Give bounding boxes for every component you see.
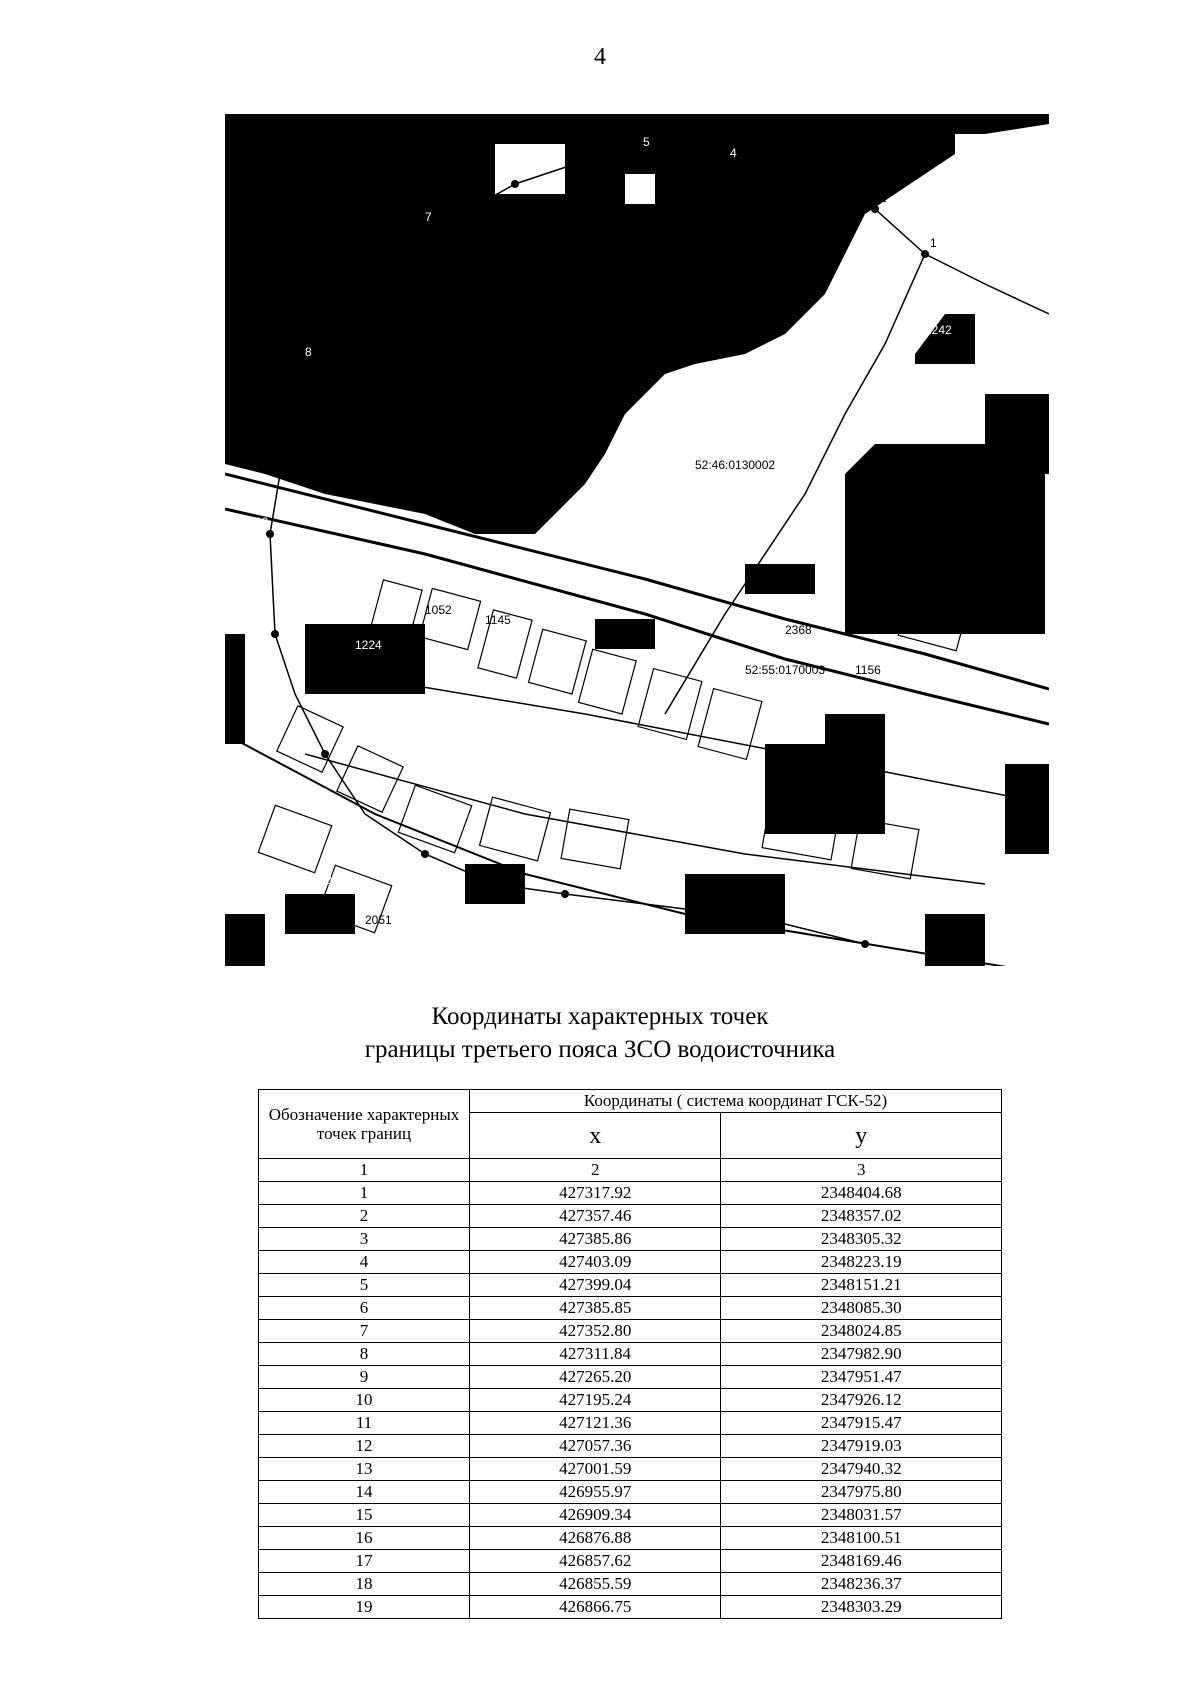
- point-number-cell: 12: [259, 1435, 470, 1458]
- svg-text:8: 8: [305, 345, 312, 359]
- y-coordinate-cell: 2347940.32: [721, 1458, 1002, 1481]
- table-row: [259, 1343, 1002, 1366]
- table-row: [259, 1274, 1002, 1297]
- coordinates-table: [258, 1089, 1002, 1619]
- y-coordinate-cell: 2348305.32: [721, 1228, 1002, 1251]
- coordinates-table-body: [259, 1182, 1002, 1619]
- point-number-cell: 5: [259, 1274, 470, 1297]
- point-number-cell: 4: [259, 1251, 470, 1274]
- table-row: [259, 1182, 1002, 1205]
- svg-text:1052: 1052: [425, 603, 452, 617]
- table-row: [259, 1504, 1002, 1527]
- y-coordinate-cell: 2347975.80: [721, 1481, 1002, 1504]
- table-row: [259, 1366, 1002, 1389]
- y-coordinate-cell: 2348303.29: [721, 1596, 1002, 1619]
- point-number-cell: 2: [259, 1205, 470, 1228]
- x-coordinate-cell: 427352.80: [470, 1320, 721, 1343]
- table-row: [259, 1596, 1002, 1619]
- x-coordinate-cell: 426955.97: [470, 1481, 721, 1504]
- svg-text:4: 4: [730, 146, 737, 160]
- svg-text:1224: 1224: [355, 638, 382, 652]
- x-coordinate-cell: 426866.75: [470, 1596, 721, 1619]
- table-row: [259, 1389, 1002, 1412]
- x-coordinate-cell: 427195.24: [470, 1389, 721, 1412]
- x-coordinate-cell: 426855.59: [470, 1573, 721, 1596]
- x-coordinate-cell: 427399.04: [470, 1274, 721, 1297]
- column-number: 3: [721, 1159, 1002, 1182]
- svg-text:1156: 1156: [855, 663, 881, 677]
- page-number: 4: [594, 44, 606, 70]
- svg-text:11: 11: [255, 616, 268, 630]
- table-row: [259, 1297, 1002, 1320]
- column-number: 1: [259, 1159, 470, 1182]
- table-row: [259, 1228, 1002, 1251]
- svg-text:52:55:0170003: 52:55:0170003: [745, 663, 826, 677]
- svg-text:52:46:0130002: 52:46:0130002: [695, 458, 776, 472]
- x-coordinate-cell: 427057.36: [470, 1435, 721, 1458]
- table-row: [259, 1320, 1002, 1343]
- x-coordinate-cell: 427121.36: [470, 1412, 721, 1435]
- svg-text:2363: 2363: [325, 873, 352, 887]
- x-coordinate-cell: 427311.84: [470, 1343, 721, 1366]
- y-coordinate-cell: 2348404.68: [721, 1182, 1002, 1205]
- point-number-cell: 7: [259, 1320, 470, 1343]
- svg-text:1030: 1030: [885, 423, 912, 437]
- y-coordinate-cell: 2347982.90: [721, 1343, 1002, 1366]
- x-coordinate-cell: 427403.09: [470, 1251, 721, 1274]
- y-coordinate-cell: 2348357.02: [721, 1205, 1002, 1228]
- y-coordinate-cell: 2348085.30: [721, 1297, 1002, 1320]
- cadastral-map-image: [225, 114, 1049, 966]
- point-number-cell: 17: [259, 1550, 470, 1573]
- point-number-cell: 18: [259, 1573, 470, 1596]
- point-number-cell: 16: [259, 1527, 470, 1550]
- header-y: y: [721, 1113, 1002, 1159]
- point-number-cell: 9: [259, 1366, 470, 1389]
- table-row: [259, 1550, 1002, 1573]
- svg-text:6: 6: [515, 165, 522, 179]
- svg-text:2: 2: [880, 191, 887, 205]
- table-row: [259, 1251, 1002, 1274]
- table-row: [259, 1527, 1002, 1550]
- y-coordinate-cell: 2348024.85: [721, 1320, 1002, 1343]
- y-coordinate-cell: 2348223.19: [721, 1251, 1002, 1274]
- table-title-line-2: границы третьего пояса ЗСО водоисточника: [364, 1036, 836, 1063]
- svg-text:5: 5: [643, 135, 650, 149]
- point-number-cell: 15: [259, 1504, 470, 1527]
- table-row: [259, 1573, 1002, 1596]
- svg-text:2051: 2051: [365, 913, 392, 927]
- svg-text:1242: 1242: [925, 323, 952, 337]
- header-designation: Обозначение характерных точек границ: [259, 1090, 470, 1159]
- point-number-cell: 1: [259, 1182, 470, 1205]
- table-row: [259, 1458, 1002, 1481]
- x-coordinate-cell: 426857.62: [470, 1550, 721, 1573]
- header-x: x: [470, 1113, 721, 1159]
- y-coordinate-cell: 2347919.03: [721, 1435, 1002, 1458]
- point-number-cell: 3: [259, 1228, 470, 1251]
- column-number: 2: [470, 1159, 721, 1182]
- x-coordinate-cell: 427001.59: [470, 1458, 721, 1481]
- svg-text:2368: 2368: [785, 623, 812, 637]
- table-row: [259, 1412, 1002, 1435]
- x-coordinate-cell: 426876.88: [470, 1527, 721, 1550]
- y-coordinate-cell: 2348169.46: [721, 1550, 1002, 1573]
- table-row: [259, 1435, 1002, 1458]
- y-coordinate-cell: 2347951.47: [721, 1366, 1002, 1389]
- point-number-cell: 13: [259, 1458, 470, 1481]
- table-title-line-1: Координаты характерных точек: [431, 1003, 769, 1030]
- y-coordinate-cell: 2348031.57: [721, 1504, 1002, 1527]
- svg-text:1145: 1145: [485, 613, 511, 627]
- svg-text:1: 1: [930, 236, 937, 250]
- point-number-cell: 10: [259, 1389, 470, 1412]
- y-coordinate-cell: 2348151.21: [721, 1274, 1002, 1297]
- y-coordinate-cell: 2347926.12: [721, 1389, 1002, 1412]
- header-coordinates: Координаты ( система координат ГСК-52): [470, 1090, 1002, 1113]
- x-coordinate-cell: 427317.92: [470, 1182, 721, 1205]
- point-number-cell: 8: [259, 1343, 470, 1366]
- svg-text:10: 10: [255, 515, 269, 529]
- x-coordinate-cell: 427385.86: [470, 1228, 721, 1251]
- svg-text:1216: 1216: [605, 623, 632, 637]
- svg-text:7: 7: [425, 210, 432, 224]
- y-coordinate-cell: 2348236.37: [721, 1573, 1002, 1596]
- x-coordinate-cell: 427385.85: [470, 1297, 721, 1320]
- svg-text:3: 3: [810, 171, 817, 185]
- table-row: [259, 1205, 1002, 1228]
- table-row: [259, 1481, 1002, 1504]
- x-coordinate-cell: 427357.46: [470, 1205, 721, 1228]
- point-number-cell: 11: [259, 1412, 470, 1435]
- y-coordinate-cell: 2347915.47: [721, 1412, 1002, 1435]
- point-number-cell: 14: [259, 1481, 470, 1504]
- x-coordinate-cell: 426909.34: [470, 1504, 721, 1527]
- table-title: [0, 1000, 1200, 1066]
- y-coordinate-cell: 2348100.51: [721, 1527, 1002, 1550]
- point-number-cell: 6: [259, 1297, 470, 1320]
- x-coordinate-cell: 427265.20: [470, 1366, 721, 1389]
- point-number-cell: 19: [259, 1596, 470, 1619]
